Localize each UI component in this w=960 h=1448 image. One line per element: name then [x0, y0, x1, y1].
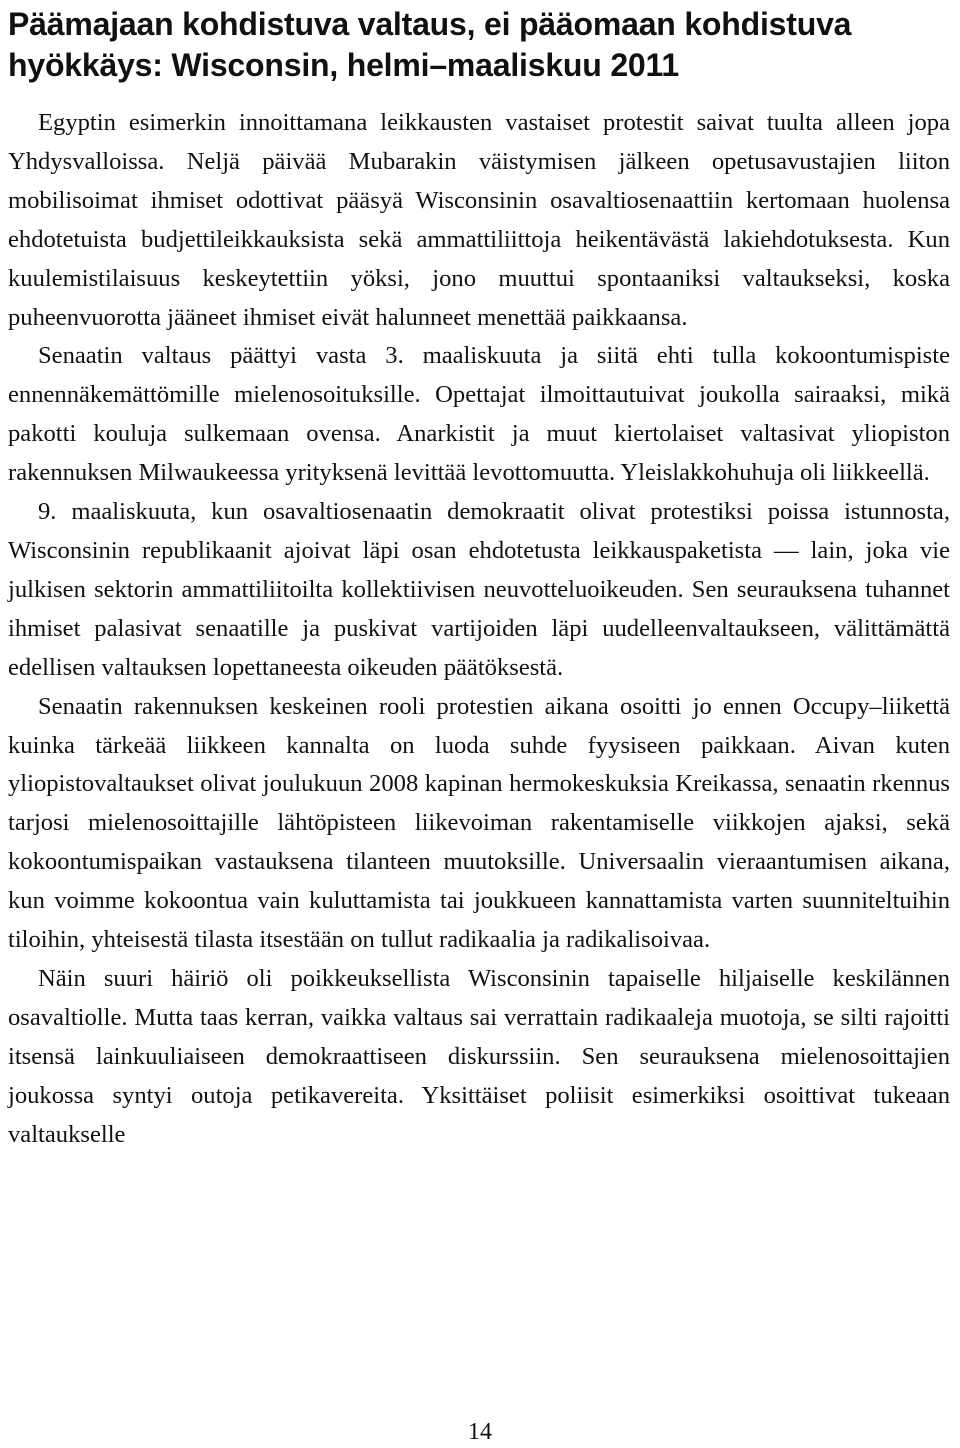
paragraph-physical-space: Senaatin rakennuksen keskeinen rooli protestien aikana osoitti jo ennen Occupy–liikettä kuinka tärkeää liikkeen kannalta on luoda suhde fyysiseen paikkaan. Aivan kuten yliopistovaltaukset olivat joulukuun 2008 kapinan hermokeskuksia Kreikassa, senaatin rkennus tarjosi mielenosoittajille lähtöpisteen liikevoiman rakentamiselle viikkojen ajaksi, sekä kokoontumispaikan vastauksena tilanteen muutoksille. Universaalin vieraantumisen aikana, kun voimme kokoontua vain kuluttamista tai joukkueen kannattamista varten suunniteltuihin tiloihin, yhteisestä tilasta itsestään on tullut radikaalia ja radikalisoivaa.	[8, 692, 950, 954]
paragraph-march-ninth: 9. maaliskuuta, kun osavaltiosenaatin demokraatit olivat protestiksi poissa istunnosta, Wisconsinin republikaanit ajoivat läpi osan ehdotetusta leikkauspaketista — lain, joka vie julkisen sektorin ammattiliitoilta kollektiivisen neuvotteluoikeuden. Sen seurauksena tuhannet ihmiset palasivat senaatille ja puskivat vartijoiden läpi uudelleenvaltaukseen, välittämättä edellisen valtauksen lopettaneesta oikeuden päätöksestä.	[8, 498, 950, 681]
paragraph-strange-bedfellows: Näin suuri häiriö oli poikkeuksellista Wisconsinin tapaiselle hiljaiselle keskilännen osavaltiolle. Mutta taas kerran, vaikka valtaus sai verrattain radikaaleja muotoja, se silti rajoitti itsensä lainkuuliaiseen demokraattiseen diskurssiin. Sen seurauksena mielenosoittajien joukossa syntyi outoja petikavereita. Yksittäiset poliisit esimerkiksi osoittivat tukeaan valtaukselle	[8, 964, 950, 1148]
page-number: 14	[468, 1419, 492, 1445]
section-title: Päämajaan kohdistuva valtaus, ei pääomaan kohdistuva hyökkäys: Wisconsin, helmi–maaliskuu 2011	[8, 6, 852, 83]
paragraph-senate-occupation: Senaatin valtaus päättyi vasta 3. maaliskuuta ja siitä ehti tulla kokoontumispiste ennennäkemättömille mielenosoituksille. Opettajat ilmoittautuivat joukolla sairaaksi, mikä pakotti kouluja sulkemaan ovensa. Anarkistit ja muut kiertolaiset valtasivat yliopiston rakennuksen Milwaukeessa yrityksenä levittää levottomuutta. Yleislakkohuhuja oli liikkeellä.	[8, 342, 950, 487]
body-text	[8, 104, 950, 1154]
paragraph-egypt-inspiration: Egyptin esimerkin innoittamana leikkausten vastaiset protestit saivat tuulta alleen jopa Yhdysvalloissa. Neljä päivää Mubarakin väistymisen jälkeen opetusavustajien liiton mobilisoimat ihmiset odottivat pääsyä Wisconsinin osavaltiosenaattiin kertomaan huolensa ehdotetuista budjettileikkauksista sekä ammattiliittoja heikentävästä lakiehdotuksesta. Kun kuulemistilaisuus keskeytettiin yöksi, jono muuttui spontaaniksi valtaukseksi, koska puheenvuorotta jääneet ihmiset eivät halunneet menettää paikkaansa.	[8, 109, 950, 331]
